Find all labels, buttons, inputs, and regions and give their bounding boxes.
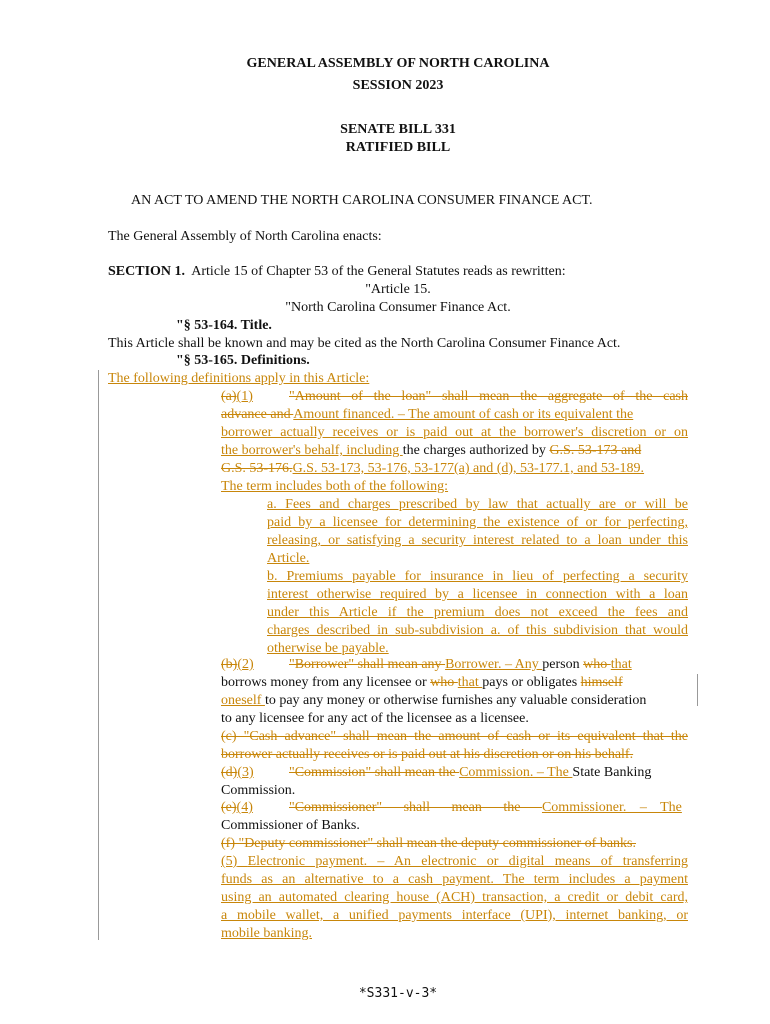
body-text: pays or obligates <box>482 675 581 690</box>
deleted-text: who <box>583 657 611 672</box>
inserted-text: the borrower's behalf, including <box>221 443 403 458</box>
def-5-line-3: using an automated clearing house (ACH) transaction, a credit or debit card, <box>221 890 688 905</box>
def-c-line-1: (c) "Cash advance" shall mean the amount of cash or its equivalent that the <box>221 729 688 744</box>
deleted-text: (d) <box>221 765 238 780</box>
def-1-line-5 <box>221 460 644 478</box>
inserted-text: that <box>610 657 632 672</box>
deleted-text: G.S. 53-173 and <box>549 443 642 458</box>
section-164-text: This Article shall be known and may be cited as the North Carolina Consumer Finance Act. <box>108 336 621 351</box>
bill-number: SENATE BILL 331 <box>340 122 456 137</box>
def-5-line-4: a mobile wallet, a unified payments interface (UPI), internet banking, or <box>221 908 688 923</box>
def-5-line-1 <box>221 853 688 871</box>
sub-b-line-3: under this Article if the premium does not exceed the fees and <box>267 605 688 620</box>
deleted-text: (b) <box>221 657 238 672</box>
def-2-line-2 <box>221 674 623 692</box>
def-3-line-1 <box>289 764 651 782</box>
section-1-line <box>108 263 566 281</box>
section-1-label: SECTION 1. <box>108 264 186 279</box>
sub-b-line-4: charges described in sub-subdivision a. of this subdivision that would <box>267 623 688 638</box>
body-text: State Banking <box>572 765 652 780</box>
change-bar-left <box>98 370 99 940</box>
def-5-line-2: funds as an alternative to a cash payment. The term includes a payment <box>221 872 688 887</box>
deleted-text: G.S. 53-176. <box>221 461 293 476</box>
sub-b-line-2: interest otherwise required by a licensee in connection with a loan <box>267 587 688 602</box>
sub-a-line-3: releasing, or satisfying a security interest related to a loan under this <box>267 533 688 548</box>
body-text: borrows money from any licensee or <box>221 675 431 690</box>
inserted-text: (4) <box>236 800 253 815</box>
def-3-line-2: Commission. <box>221 783 296 798</box>
article-name: "North Carolina Consumer Finance Act. <box>285 300 511 315</box>
def-1-line-1 <box>221 388 688 406</box>
session-title: SESSION 2023 <box>352 78 444 93</box>
deleted-text: "Commission" shall mean the <box>289 765 460 780</box>
inserted-text: Amount financed. – The amount of cash or its equivalent the <box>293 407 634 422</box>
def-4-line-2: Commissioner of Banks. <box>221 818 360 833</box>
def-1-line-2 <box>221 406 688 424</box>
def-2-line-1-body <box>289 656 632 674</box>
def-4-line-1 <box>289 799 688 817</box>
inserted-text: Borrower. – Any <box>445 657 543 672</box>
sub-a-line-4: Article. <box>267 551 310 566</box>
inserted-text: (1) <box>236 389 253 404</box>
deleted-text: advance and <box>221 407 294 422</box>
act-title: AN ACT TO AMEND THE NORTH CAROLINA CONSUMER FINANCE ACT. <box>131 193 593 208</box>
deleted-text: himself <box>580 675 623 690</box>
inserted-text: Commission. – The <box>459 765 573 780</box>
deleted-text: who <box>430 675 458 690</box>
inserted-text: (5) <box>221 854 238 869</box>
section-165-heading: "§ 53-165. Definitions. <box>176 353 310 368</box>
inserted-text: (3) <box>237 765 254 780</box>
sub-b-line-1: b. Premiums payable for insurance in lieu of perfecting a security <box>267 569 688 584</box>
body-text: the charges authorized by <box>402 443 550 458</box>
def-f-line-1: (f) "Deputy commissioner" shall mean the deputy commissioner of banks. <box>221 836 637 851</box>
change-bar-right <box>697 674 698 706</box>
def-1-line-3: borrower actually receives or is paid out at the borrower's discretion or on <box>221 425 688 440</box>
body-text: to pay any money or otherwise furnishes any valuable consideration <box>264 693 647 708</box>
definitions-intro: The following definitions apply in this Article: <box>108 371 370 386</box>
deleted-text: "Amount of the loan" shall mean the aggregate of the cash <box>289 389 688 404</box>
assembly-title: GENERAL ASSEMBLY OF NORTH CAROLINA <box>246 56 550 71</box>
article-number: "Article 15. <box>365 282 431 297</box>
section-1-text: Article 15 of Chapter 53 of the General Statutes reads as rewritten: <box>191 264 566 279</box>
def-2-line-1 <box>221 656 254 674</box>
deleted-text: (e) <box>221 800 237 815</box>
inserted-text: G.S. 53-173, 53-176, 53-177(a) and (d), 53-177.1, and 53-189. <box>292 461 645 476</box>
sub-a-line-2: paid by a licensee for determining the existence of or for perfecting, <box>267 515 688 530</box>
sub-b-line-5: otherwise be payable. <box>267 641 389 656</box>
def-c-line-2: borrower actually receives or is paid out at his discretion or on his behalf. <box>221 747 634 762</box>
inserted-text: that <box>457 675 483 690</box>
def-1-line-4 <box>221 442 641 460</box>
def-3-number <box>221 764 254 782</box>
deleted-text: "Borrower" shall mean any <box>289 657 446 672</box>
def-4-number <box>221 799 253 817</box>
def-2-line-4: to any licensee for any act of the licensee as a licensee. <box>221 711 529 726</box>
document-barcode-id: *S331-v-3* <box>358 986 438 1001</box>
bill-status: RATIFIED BILL <box>345 140 451 155</box>
deleted-text: "Commissioner" shall mean the <box>289 800 542 815</box>
inserted-text: Electronic payment. – An electronic or digital means of transferring <box>247 854 689 869</box>
deleted-text: (a) <box>221 389 237 404</box>
enacting-clause: The General Assembly of North Carolina enacts: <box>108 229 382 244</box>
def-2-line-3 <box>221 692 646 710</box>
inserted-text: oneself <box>221 693 265 708</box>
def-5-line-5: mobile banking. <box>221 926 312 941</box>
def-1-line-6: The term includes both of the following: <box>221 479 449 494</box>
body-text: person <box>542 657 584 672</box>
inserted-text: Commissioner. – The <box>541 800 682 815</box>
section-164-heading: "§ 53-164. Title. <box>176 318 272 333</box>
sub-a-line-1: a. Fees and charges prescribed by law that actually are or will be <box>267 497 688 512</box>
inserted-text: (2) <box>237 657 254 672</box>
